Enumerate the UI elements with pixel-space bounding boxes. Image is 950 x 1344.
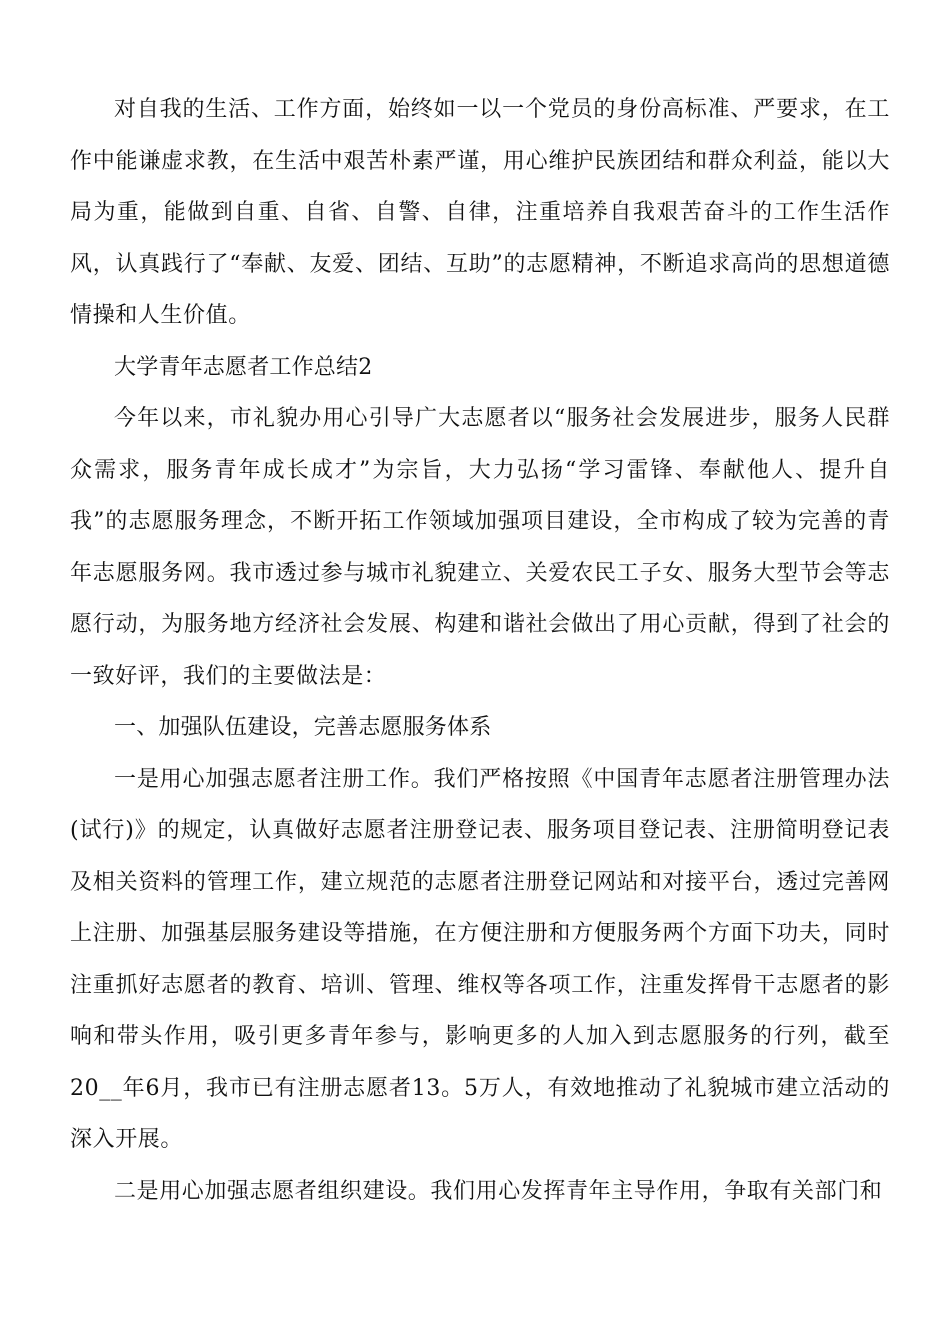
paragraph-organization: 二是用心加强志愿者组织建设。我们用心发挥青年主导作用，争取有关部门和 (114, 1178, 883, 1204)
paragraph-personal-conduct: 对自我的生活、工作方面，始终如一以一个党员的身份高标准、严要求，在工作中能谦虚求教，在生活中艰苦朴素严谨，用心维护民族团结和群众利益，能以大局为重，能做到自重、自省、自警、自律，注重培养自我艰苦奋斗的工作生活作风，认真践行了“奉献、友爱、团结、互助”的志愿精神，不断追求高尚的思想道德情操和人生价值。 (70, 97, 890, 328)
paragraph-overview: 今年以来，市礼貌办用心引导广大志愿者以“服务社会发展进步，服务人民群众需求，服务青年成长成才”为宗旨，大力弘扬“学习雷锋、奉献他人、提升自我”的志愿服务理念，不断开拓工作领域加强项目建设，全市构成了较为完善的青年志愿服务网。我市透过参与城市礼貌建立、关爱农民工子女、服务大型节会等志愿行动，为服务地方经济社会发展、构建和谐社会做出了用心贡献，得到了社会的一致好评，我们的主要做法是： (70, 406, 890, 689)
paragraph-registration: 一是用心加强志愿者注册工作。我们严格按照《中国青年志愿者注册管理办法(试行)》的规定，认真做好志愿者注册登记表、服务项目登记表、注册简明登记表及相关资料的管理工作，建立规范的志愿者注册登记网站和对接平台，透过完善网上注册、加强基层服务建设等措施，在方便注册和方便服务两个方面下功夫，同时注重抓好志愿者的教育、培训、管理、维权等各项工作，注重发挥骨干志愿者的影响和带头作用，吸引更多青年参与，影响更多的人加入到志愿服务的行列，截至20__年6月，我市已有注册志愿者13。5万人，有效地推动了礼貌城市建立活动的深入开展。 (70, 766, 890, 1152)
subsection-heading: 一、加强队伍建设，完善志愿服务体系 (114, 715, 492, 740)
document-page (70, 84, 890, 1217)
section-title: 大学青年志愿者工作总结2 (114, 354, 373, 380)
